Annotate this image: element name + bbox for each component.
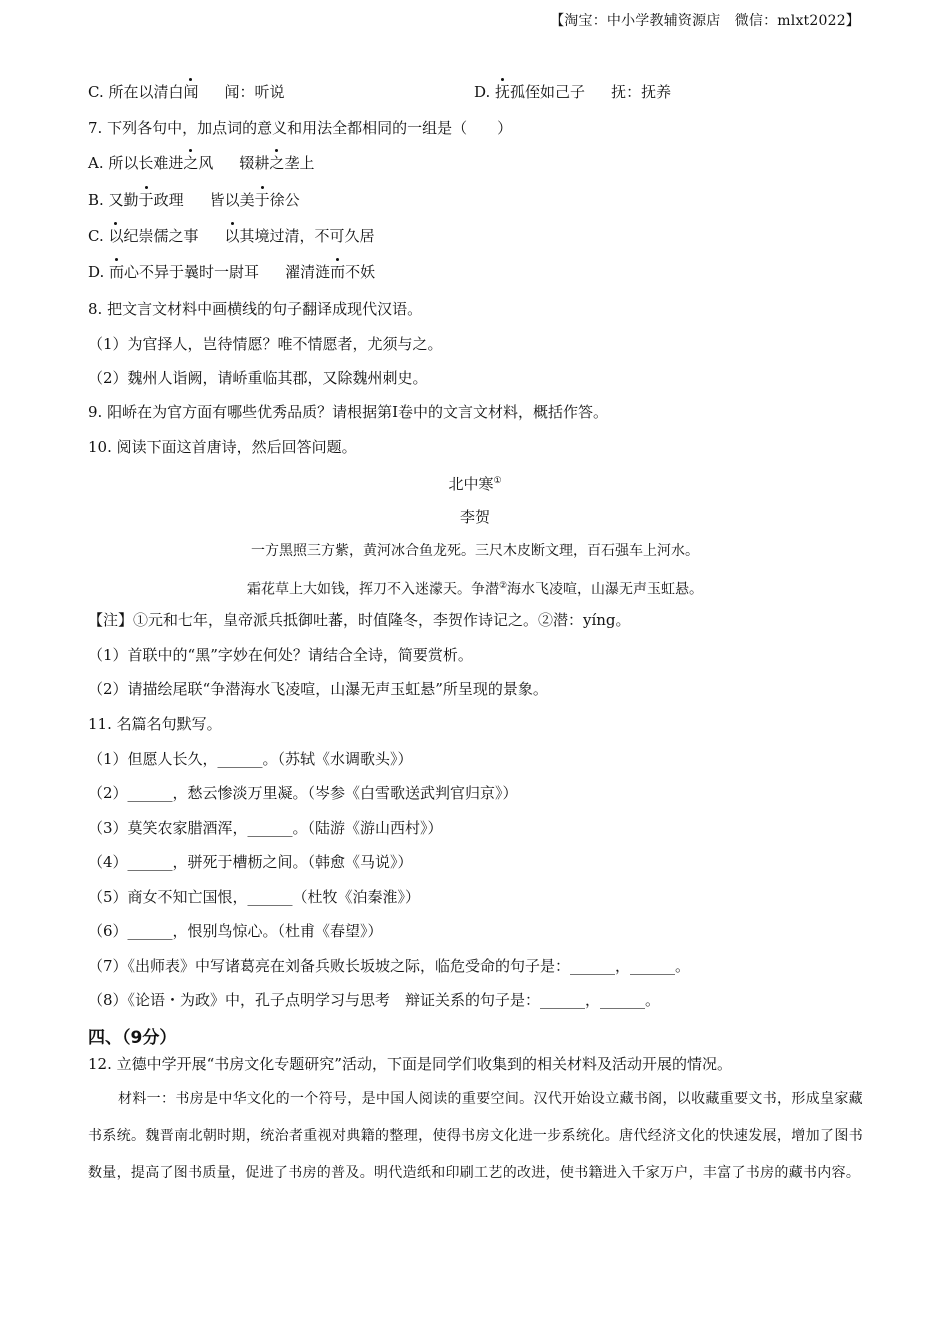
q7-a-part2: 风: [198, 154, 214, 172]
q7-c-part4: 其境过清，不可久居: [239, 227, 375, 245]
q8-sentence-2: （2）魏州人诣阙，请峤重临其郡，又除魏州刺史。: [88, 369, 428, 387]
q11-item: （5）商女不知亡国恨，______（杜牧《泊秦淮》）: [88, 888, 421, 906]
q6-option-d-text: 孤侄如己子: [510, 83, 586, 101]
q6-option-c-text: C. 所在以清白: [88, 83, 184, 101]
q7-b-part4: 徐公: [269, 191, 300, 209]
q7-a-part3: 辍耕: [239, 154, 270, 172]
q7-b-part1: B. 又勤: [88, 191, 139, 209]
q7-option-c: [88, 226, 375, 246]
q7-d-part4: 不妖: [345, 263, 376, 281]
q7-a-part4: 垄上: [284, 154, 315, 172]
q7-d-part3: 濯清涟: [285, 263, 331, 281]
poem-line-2: [0, 576, 950, 600]
q12-material-1-text: 材料一：书房是中华文化的一个符号，是中国人阅读的重要空间。汉代开始设立藏书阁，以收藏重要文书，形成皇家藏书系统。魏晋南北朝时期，统治者重视对典籍的整理，使得书房文化进一步系统化。唐代经济文化的快速发展，增加了图书数量，提高了图书质量，促进了书房的普及。明代造纸和印刷工艺的改进，使书籍进入千家万户，丰富了书房的藏书内容。: [88, 1091, 863, 1181]
q7-a-part1: A. 所以长难进: [88, 154, 184, 172]
q8-sentence-1: （1）为官择人，岂待情愿？唯不情愿者，尤须与之。: [88, 335, 443, 353]
q10-stem: 10. 阅读下面这首唐诗，然后回答问题。: [88, 438, 357, 456]
q7-c-part2: 纪崇儒之事: [123, 227, 199, 245]
poem-author: 李贺: [459, 508, 490, 526]
q7-option-b: [88, 190, 300, 210]
q7-d-dot1: 而: [109, 263, 125, 281]
q7-c-part1: C.: [88, 227, 109, 245]
q6-option-c-dotted: 闻: [183, 83, 199, 101]
q7-b-part3: 皆以美: [209, 191, 255, 209]
q11-item: （8）《论语・为政》中，孔子点明学习与思考 辩证关系的句子是：______，______。: [88, 991, 661, 1009]
poem-title: [0, 471, 950, 494]
q7-b-dot1: 于: [138, 191, 154, 209]
q8-stem: 8. 把文言文材料中画横线的句子翻译成现代汉语。: [88, 300, 423, 318]
q6-option-d: [474, 82, 671, 102]
q11-item: （4）______，骈死于槽枥之间。（韩愈《马说》）: [88, 853, 413, 871]
q6-option-d-dotted: 抚: [495, 83, 511, 101]
q7-b-part2: 政理: [153, 191, 184, 209]
q11-item: （6）______，恨别鸟惊心。（杜甫《春望》）: [88, 922, 383, 940]
q10-sub-1: （1）首联中的“黑”字妙在何处？请结合全诗，简要赏析。: [88, 646, 473, 664]
q6-option-d-gloss: 抚：抚养: [611, 83, 672, 101]
q11-stem: 11. 名篇名句默写。: [88, 715, 222, 733]
poem-line-2-note: ②: [498, 581, 508, 591]
q7-d-part1: D.: [88, 263, 110, 281]
q6-option-d-label: D.: [474, 83, 496, 101]
q7-b-dot2: 于: [254, 191, 270, 209]
q6-option-c-gloss: 闻：听说: [224, 83, 285, 101]
q11-item: （1）但愿人长久，______。（苏轼《水调歌头》）: [88, 750, 413, 768]
q11-item: （2）______，愁云惨淡万里凝。（岑参《白雪歌送武判官归京》）: [88, 784, 518, 802]
poem-line-2-part-b: 海水飞凌喧，山瀑无声玉虹悬。: [507, 581, 704, 598]
q11-item: （3）莫笑农家腊酒浑，______。（陆游《游山西村》）: [88, 819, 443, 837]
q12-stem: 12. 立德中学开展“书房文化专题研究”活动，下面是同学们收集到的相关材料及活动开展的情况。: [88, 1055, 732, 1073]
q10-sub-2: （2）请描绘尾联“争潜海水飞凌喧，山瀑无声玉虹悬”所呈现的景象。: [88, 680, 548, 698]
poem-line-2-part-a: 霜花草上大如钱，挥刀不入迷濛天。争潜: [246, 581, 499, 598]
q6-option-c: [88, 82, 285, 102]
q7-option-d: [88, 262, 375, 282]
q11-item: （7）《出师表》中写诸葛亮在刘备兵败长坂坡之际，临危受命的句子是：______，______。: [88, 957, 691, 975]
poem-line-1: 一方黑照三方紫，黄河冰合鱼龙死。三尺木皮断文理，百石强车上河水。: [251, 543, 699, 559]
q7-c-dot2: 以: [224, 227, 240, 245]
q12-material-1: [88, 1081, 863, 1192]
q7-option-a: [88, 153, 314, 173]
poem-note: 【注】①元和七年，皇帝派兵抵御吐蕃，时值隆冬，李贺作诗记之。②潜：yíng。: [88, 611, 631, 629]
poem-title-text: 北中寒: [448, 475, 494, 493]
q9-stem: 9. 阳峤在为官方面有哪些优秀品质？请根据第Ⅰ卷中的文言文材料，概括作答。: [88, 403, 609, 421]
q7-a-dot1: 之: [183, 154, 199, 172]
q7-d-dot2: 而: [330, 263, 346, 281]
section-heading: 四、（9分）: [88, 1028, 177, 1048]
q7-d-part2: 心不异于曩时一尉耳: [124, 263, 260, 281]
poem-title-note: ①: [493, 476, 502, 486]
q7-stem: 7. 下列各句中，加点词的意义和用法全都相同的一组是（ ）: [88, 119, 513, 137]
q7-c-dot1: 以: [108, 227, 124, 245]
page-header: 【淘宝：中小学教辅资源店 微信：mlxt2022】: [550, 13, 860, 29]
q7-a-dot2: 之: [269, 154, 285, 172]
